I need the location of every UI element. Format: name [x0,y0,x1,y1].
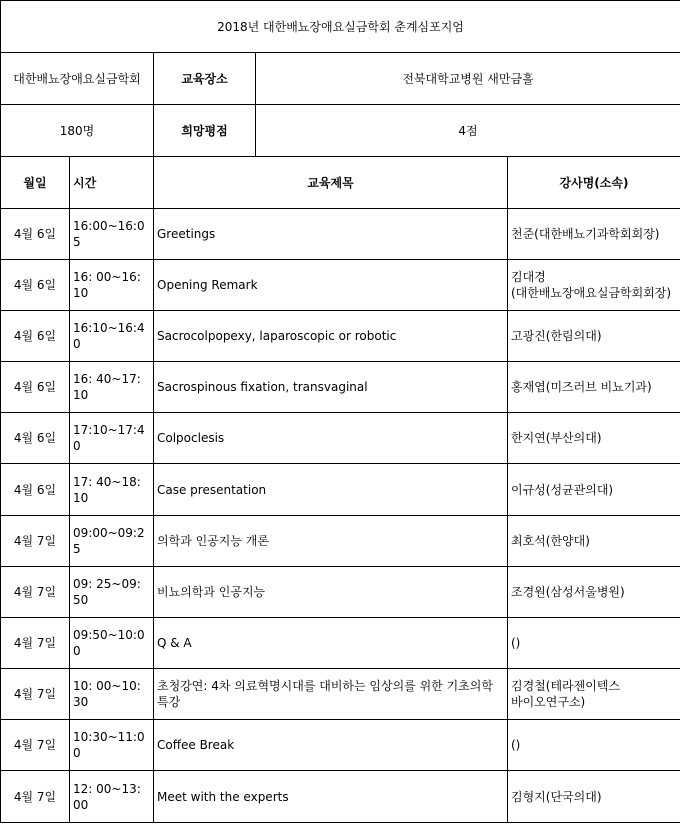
column-header-row [1,157,680,209]
column-header-date: 월일 [1,157,70,209]
session-time: 12: 00~13: 00 [70,771,154,823]
credit-label: 희망평점 [154,105,256,157]
session-date: 4월 6일 [1,362,70,413]
credit-value: 4점 [256,105,680,157]
session-time: 10: 00~10: 30 [70,669,154,720]
title-row [1,1,680,53]
table-row [1,618,680,669]
session-subject: 비뇨의학과 인공지능 [154,567,508,618]
table-row [1,464,680,516]
venue-value: 전북대학교병원 새만금홀 [256,53,680,105]
session-speaker: 이규성(성균관의대) [508,464,680,516]
session-speaker: 김경철(테라젠이텍스 바이오연구소) [508,669,680,720]
column-header-subject: 교육제목 [154,157,508,209]
session-subject: Coffee Break [154,720,508,771]
session-time: 16: 00~16: 10 [70,260,154,311]
session-speaker: 조경원(삼성서울병원) [508,567,680,618]
session-speaker: () [508,618,680,669]
session-time: 17: 40~18: 10 [70,464,154,516]
session-date: 4월 7일 [1,516,70,567]
session-time: 16:00~16:05 [70,209,154,260]
venue-label: 교육장소 [154,53,256,105]
session-subject: Opening Remark [154,260,508,311]
session-date: 4월 7일 [1,567,70,618]
organizer-name: 대한배뇨장애요실금학회 [1,53,154,105]
session-speaker: 홍재엽(미즈러브 비뇨기과) [508,362,680,413]
session-speaker: 천준(대한배뇨기과학회회장) [508,209,680,260]
session-date: 4월 6일 [1,260,70,311]
session-speaker: 김형지(단국의대) [508,771,680,823]
session-date: 4월 7일 [1,771,70,823]
session-time: 09:50~10:00 [70,618,154,669]
session-date: 4월 7일 [1,669,70,720]
session-time: 09:00~09:25 [70,516,154,567]
session-time: 16: 40~17: 10 [70,362,154,413]
session-subject: 초청강연: 4차 의료혁명시대를 대비하는 임상의를 위한 기초의학 특강 [154,669,508,720]
session-subject: Sacrospinous fixation, transvaginal [154,362,508,413]
session-date: 4월 6일 [1,464,70,516]
session-time: 16:10~16:40 [70,311,154,362]
document-title: 2018년 대한배뇨장애요실금학회 춘계심포지엄 [1,1,680,53]
table-row [1,260,680,311]
session-subject: Sacrocolpopexy, laparoscopic or robotic [154,311,508,362]
session-date: 4월 7일 [1,720,70,771]
table-row [1,311,680,362]
table-row [1,362,680,413]
session-speaker: 고광진(한림의대) [508,311,680,362]
session-subject: Colpoclesis [154,413,508,464]
session-subject: Greetings [154,209,508,260]
session-subject: Q & A [154,618,508,669]
column-header-time: 시간 [70,157,154,209]
session-speaker: 최호석(한양대) [508,516,680,567]
table-row [1,516,680,567]
session-subject: Case presentation [154,464,508,516]
session-speaker: 한지연(부산의대) [508,413,680,464]
session-speaker: 김대경(대한배뇨장애요실금학회회장) [508,260,680,311]
session-time: 09: 25~09: 50 [70,567,154,618]
venue-row [1,53,680,105]
table-row [1,720,680,771]
table-row [1,771,680,823]
table-row [1,669,680,720]
table-row [1,567,680,618]
session-date: 4월 6일 [1,413,70,464]
session-speaker: () [508,720,680,771]
session-date: 4월 6일 [1,209,70,260]
session-subject: Meet with the experts [154,771,508,823]
session-time: 10:30~11:00 [70,720,154,771]
session-date: 4월 7일 [1,618,70,669]
credit-row [1,105,680,157]
session-time: 17:10~17:40 [70,413,154,464]
attendee-count: 180명 [1,105,154,157]
table-row [1,413,680,464]
table-row [1,209,680,260]
session-subject: 의학과 인공지능 개론 [154,516,508,567]
session-date: 4월 6일 [1,311,70,362]
column-header-speaker: 강사명(소속) [508,157,680,209]
